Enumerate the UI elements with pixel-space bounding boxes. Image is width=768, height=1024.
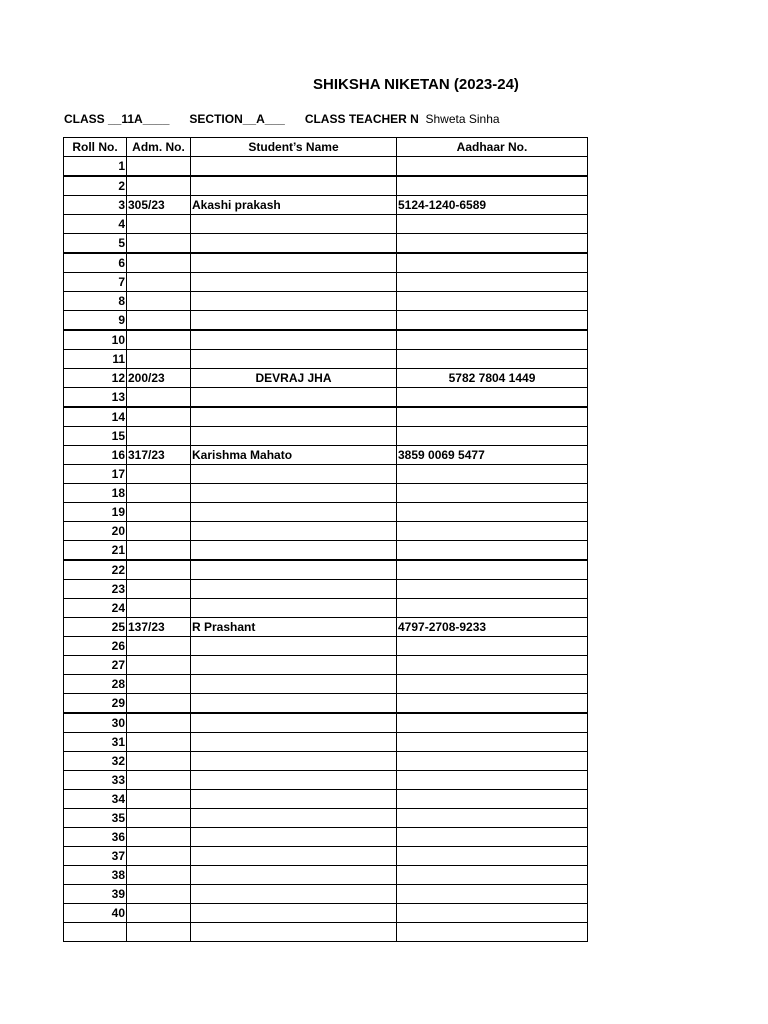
aadhaar-no-cell: [397, 847, 588, 866]
adm-no-cell: 317/23: [127, 446, 191, 465]
aadhaar-no-cell: [397, 503, 588, 522]
table-row: [64, 828, 588, 847]
aadhaar-no-cell: [397, 484, 588, 503]
aadhaar-no-cell: [397, 809, 588, 828]
table-row: [64, 253, 588, 273]
adm-no-cell: [127, 273, 191, 292]
student-name-cell: [191, 311, 397, 331]
table-header-row: [64, 138, 588, 157]
aadhaar-no-cell: [397, 790, 588, 809]
adm-no-cell: [127, 407, 191, 427]
student-name-cell: [191, 560, 397, 580]
student-name-cell: [191, 273, 397, 292]
table-row: [64, 847, 588, 866]
table-row: [64, 369, 588, 388]
student-name-cell: [191, 713, 397, 733]
student-name-cell: [191, 599, 397, 618]
roll-no-cell: 25: [64, 618, 127, 637]
roll-no-cell: 3: [64, 196, 127, 215]
class-label: CLASS __11A____: [64, 112, 170, 126]
aadhaar-no-cell: [397, 675, 588, 694]
student-name-cell: [191, 388, 397, 408]
aadhaar-no-cell: [397, 311, 588, 331]
table-row: [64, 790, 588, 809]
adm-no-cell: [127, 694, 191, 714]
student-name-cell: [191, 866, 397, 885]
table-row: [64, 311, 588, 331]
roll-no-cell: 9: [64, 311, 127, 331]
aadhaar-no-cell: [397, 923, 588, 942]
adm-no-cell: [127, 484, 191, 503]
aadhaar-no-cell: [397, 176, 588, 196]
adm-no-cell: [127, 904, 191, 923]
adm-no-cell: [127, 809, 191, 828]
roll-no-cell: 22: [64, 560, 127, 580]
roll-no-cell: 15: [64, 427, 127, 446]
table-row: [64, 407, 588, 427]
roll-no-cell: 18: [64, 484, 127, 503]
student-name-cell: [191, 407, 397, 427]
adm-no-cell: [127, 828, 191, 847]
class-teacher-name: Shweta Sinha: [425, 112, 500, 126]
table-row: [64, 599, 588, 618]
aadhaar-no-cell: [397, 885, 588, 904]
roll-no-cell: 30: [64, 713, 127, 733]
table-row: [64, 675, 588, 694]
table-row: [64, 637, 588, 656]
roll-no-cell: 24: [64, 599, 127, 618]
roll-no-cell: 1: [64, 157, 127, 177]
adm-no-cell: [127, 560, 191, 580]
aadhaar-no-cell: [397, 771, 588, 790]
roll-no-cell: 23: [64, 580, 127, 599]
student-name-cell: [191, 847, 397, 866]
roll-no-cell: 33: [64, 771, 127, 790]
aadhaar-no-cell: [397, 292, 588, 311]
roll-no-cell: 34: [64, 790, 127, 809]
table-row: [64, 904, 588, 923]
student-name-cell: [191, 330, 397, 350]
class-info-line: [64, 112, 500, 126]
table-row: [64, 866, 588, 885]
student-name-cell: [191, 904, 397, 923]
student-name-cell: [191, 176, 397, 196]
table-row: [64, 292, 588, 311]
header-student-name: Student’s Name: [191, 138, 397, 157]
roll-no-cell: 39: [64, 885, 127, 904]
student-name-cell: Akashi prakash: [191, 196, 397, 215]
roll-no-cell: 38: [64, 866, 127, 885]
section-label: SECTION__A___: [189, 112, 285, 126]
aadhaar-no-cell: 4797-2708-9233: [397, 618, 588, 637]
table-row: [64, 923, 588, 942]
table-row: [64, 809, 588, 828]
roll-no-cell: 16: [64, 446, 127, 465]
aadhaar-no-cell: [397, 388, 588, 408]
adm-no-cell: [127, 157, 191, 177]
adm-no-cell: [127, 866, 191, 885]
roll-no-cell: 11: [64, 350, 127, 369]
student-name-cell: [191, 733, 397, 752]
aadhaar-no-cell: [397, 465, 588, 484]
aadhaar-no-cell: [397, 904, 588, 923]
student-name-cell: [191, 694, 397, 714]
header-aadhaar-no: Aadhaar No.: [397, 138, 588, 157]
adm-no-cell: [127, 637, 191, 656]
student-name-cell: R Prashant: [191, 618, 397, 637]
student-name-cell: [191, 292, 397, 311]
student-name-cell: [191, 503, 397, 522]
adm-no-cell: [127, 923, 191, 942]
adm-no-cell: [127, 713, 191, 733]
roll-no-cell: 28: [64, 675, 127, 694]
roll-no-cell: 13: [64, 388, 127, 408]
table-row: [64, 656, 588, 675]
adm-no-cell: [127, 215, 191, 234]
student-name-cell: [191, 215, 397, 234]
adm-no-cell: [127, 427, 191, 446]
student-name-cell: Karishma Mahato: [191, 446, 397, 465]
roll-no-cell: 20: [64, 522, 127, 541]
table-row: [64, 350, 588, 369]
aadhaar-no-cell: [397, 407, 588, 427]
student-name-cell: [191, 752, 397, 771]
roll-no-cell: 4: [64, 215, 127, 234]
student-name-cell: [191, 484, 397, 503]
table-row: [64, 733, 588, 752]
adm-no-cell: [127, 599, 191, 618]
student-name-cell: [191, 656, 397, 675]
adm-no-cell: [127, 675, 191, 694]
table-row: [64, 752, 588, 771]
aadhaar-no-cell: [397, 733, 588, 752]
student-name-cell: [191, 923, 397, 942]
roll-no-cell: 31: [64, 733, 127, 752]
roll-no-cell: 27: [64, 656, 127, 675]
adm-no-cell: [127, 465, 191, 484]
student-name-cell: [191, 580, 397, 599]
table-row: [64, 522, 588, 541]
roll-no-cell: [64, 923, 127, 942]
roll-no-cell: 2: [64, 176, 127, 196]
aadhaar-no-cell: [397, 253, 588, 273]
student-name-cell: [191, 465, 397, 484]
student-name-cell: [191, 157, 397, 177]
table-row: [64, 465, 588, 484]
student-name-cell: DEVRAJ JHA: [191, 369, 397, 388]
aadhaar-no-cell: [397, 157, 588, 177]
table-row: [64, 713, 588, 733]
aadhaar-no-cell: 3859 0069 5477: [397, 446, 588, 465]
adm-no-cell: [127, 656, 191, 675]
table-body: [64, 157, 588, 942]
table-row: [64, 196, 588, 215]
table-row: [64, 771, 588, 790]
roll-no-cell: 35: [64, 809, 127, 828]
table-row: [64, 215, 588, 234]
table-row: [64, 580, 588, 599]
table-row: [64, 503, 588, 522]
aadhaar-no-cell: [397, 694, 588, 714]
adm-no-cell: [127, 350, 191, 369]
aadhaar-no-cell: [397, 522, 588, 541]
roll-no-cell: 8: [64, 292, 127, 311]
aadhaar-no-cell: [397, 330, 588, 350]
adm-no-cell: [127, 733, 191, 752]
aadhaar-no-cell: [397, 580, 588, 599]
student-name-cell: [191, 828, 397, 847]
adm-no-cell: [127, 503, 191, 522]
aadhaar-no-cell: [397, 215, 588, 234]
aadhaar-no-cell: 5124-1240-6589: [397, 196, 588, 215]
page-title: SHIKSHA NIKETAN (2023-24): [313, 76, 519, 93]
aadhaar-no-cell: [397, 866, 588, 885]
aadhaar-no-cell: [397, 560, 588, 580]
table-row: [64, 885, 588, 904]
roll-no-cell: 29: [64, 694, 127, 714]
student-name-cell: [191, 675, 397, 694]
roll-no-cell: 32: [64, 752, 127, 771]
table-row: [64, 176, 588, 196]
table-row: [64, 273, 588, 292]
adm-no-cell: [127, 311, 191, 331]
table-row: [64, 446, 588, 465]
adm-no-cell: [127, 330, 191, 350]
roll-no-cell: 10: [64, 330, 127, 350]
adm-no-cell: [127, 885, 191, 904]
header-roll-no: Roll No.: [64, 138, 127, 157]
student-name-cell: [191, 637, 397, 656]
roll-no-cell: 6: [64, 253, 127, 273]
adm-no-cell: [127, 771, 191, 790]
student-name-cell: [191, 427, 397, 446]
aadhaar-no-cell: [397, 637, 588, 656]
adm-no-cell: 137/23: [127, 618, 191, 637]
student-name-cell: [191, 541, 397, 561]
roll-no-cell: 19: [64, 503, 127, 522]
roll-no-cell: 26: [64, 637, 127, 656]
class-teacher-label: CLASS TEACHER N: [304, 112, 419, 126]
student-name-cell: [191, 350, 397, 369]
table-row: [64, 618, 588, 637]
table-row: [64, 157, 588, 177]
aadhaar-no-cell: [397, 599, 588, 618]
aadhaar-no-cell: [397, 234, 588, 254]
student-register-table: [63, 137, 588, 942]
table-row: [64, 388, 588, 408]
aadhaar-no-cell: [397, 656, 588, 675]
student-name-cell: [191, 771, 397, 790]
adm-no-cell: [127, 176, 191, 196]
roll-no-cell: 12: [64, 369, 127, 388]
aadhaar-no-cell: [397, 713, 588, 733]
table-row: [64, 330, 588, 350]
adm-no-cell: [127, 752, 191, 771]
student-name-cell: [191, 809, 397, 828]
roll-no-cell: 14: [64, 407, 127, 427]
aadhaar-no-cell: 5782 7804 1449: [397, 369, 588, 388]
aadhaar-no-cell: [397, 828, 588, 847]
adm-no-cell: 305/23: [127, 196, 191, 215]
adm-no-cell: [127, 580, 191, 599]
table-row: [64, 560, 588, 580]
roll-no-cell: 36: [64, 828, 127, 847]
adm-no-cell: [127, 388, 191, 408]
adm-no-cell: [127, 790, 191, 809]
student-name-cell: [191, 790, 397, 809]
table-row: [64, 234, 588, 254]
roll-no-cell: 17: [64, 465, 127, 484]
adm-no-cell: [127, 847, 191, 866]
aadhaar-no-cell: [397, 350, 588, 369]
roll-no-cell: 40: [64, 904, 127, 923]
roll-no-cell: 21: [64, 541, 127, 561]
student-name-cell: [191, 234, 397, 254]
table-row: [64, 484, 588, 503]
student-name-cell: [191, 253, 397, 273]
aadhaar-no-cell: [397, 541, 588, 561]
adm-no-cell: [127, 253, 191, 273]
roll-no-cell: 5: [64, 234, 127, 254]
adm-no-cell: [127, 522, 191, 541]
adm-no-cell: [127, 234, 191, 254]
adm-no-cell: 200/23: [127, 369, 191, 388]
student-name-cell: [191, 522, 397, 541]
adm-no-cell: [127, 292, 191, 311]
adm-no-cell: [127, 541, 191, 561]
table-row: [64, 541, 588, 561]
student-name-cell: [191, 885, 397, 904]
aadhaar-no-cell: [397, 752, 588, 771]
table-row: [64, 427, 588, 446]
roll-no-cell: 7: [64, 273, 127, 292]
roll-no-cell: 37: [64, 847, 127, 866]
aadhaar-no-cell: [397, 427, 588, 446]
header-adm-no: Adm. No.: [127, 138, 191, 157]
table-row: [64, 694, 588, 714]
aadhaar-no-cell: [397, 273, 588, 292]
